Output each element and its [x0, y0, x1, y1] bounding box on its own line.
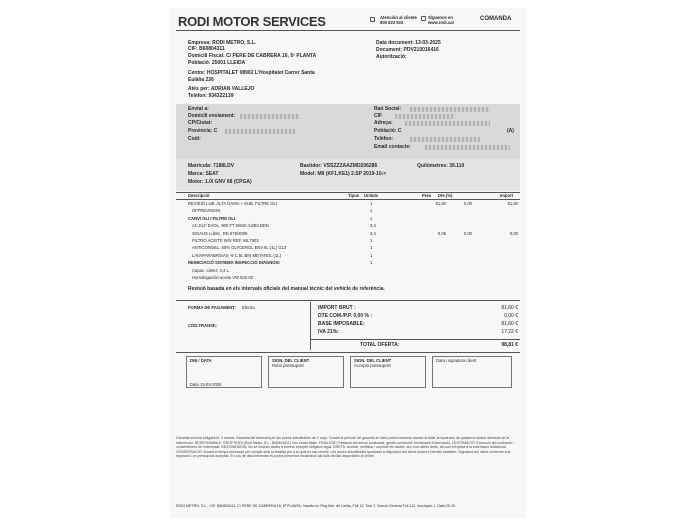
redacted-field: [405, 121, 490, 126]
client-provincia: Provincia: C: [188, 128, 218, 134]
redacted-field: [240, 114, 300, 119]
total-rule: [310, 339, 520, 340]
row-units: 1: [370, 201, 373, 206]
row-description: REINICIACIÓ SISTEMA INSPECCIÓ DIAGNOSI: [188, 260, 280, 266]
cp-ciutat: CP/Ciutat:: [188, 120, 213, 126]
row-units: 1: [370, 252, 373, 258]
quilometres: Quilòmetres: 39.110: [417, 163, 465, 169]
motor: Motor: 1.0l GNV 68 (CPGA): [188, 179, 252, 185]
redacted-field: [410, 107, 490, 112]
row-description: SIGAUS Lubric. RD 679/2006: [192, 230, 248, 236]
sig-box-3-sub: Accepto pressupost: [354, 363, 391, 368]
header-divider: [176, 30, 520, 31]
row-description: Homologación aceite VW 502.00: [192, 275, 253, 280]
contact-line-3: Síguenos en: [428, 15, 453, 20]
model: Model: MII (KF1,KE1) 2.SP 2019-10->: [300, 171, 387, 177]
centre-line-2: Eulàlia 236: [188, 77, 214, 83]
contact-line-1: Atención al cliente: [380, 15, 417, 20]
col-tipus: Tipus: [348, 193, 360, 198]
row-description: Capac. cárter: 3,4 L.: [192, 267, 230, 273]
row-units: 3,4: [370, 223, 376, 229]
client-cif: CIF: [374, 113, 383, 119]
redacted-field: [425, 145, 510, 150]
footer-company: RODI METRO, S.L., CIF: B60804311. C/ PERE DE CABRERA 16, 5ª PLANTA. Inscrita en Reg.Mer. de Lleida, Full 12, Tom 7, Secció General Full 112, Inscripció 1. Data 25-10: [176, 504, 456, 508]
sig-box-2-title: SIGN. DEL CLIENT: [272, 358, 310, 363]
adreca: Adreça:: [374, 120, 393, 126]
table-header-rule: [176, 199, 520, 200]
row-price: 81,60: [435, 201, 446, 206]
data-document: Data document: 13-03-2025: [376, 40, 441, 46]
centre: Centre: HOSPITALET 08902 L'Hospitalet Carrer Santa: [188, 70, 315, 76]
row-price: 0,05: [437, 230, 446, 236]
row-import: 81,60: [507, 201, 518, 206]
row-description: FILTRO ACEITE WIX REF. WL7503: [192, 238, 259, 243]
redacted-field: [225, 129, 295, 134]
phone-icon: [370, 17, 375, 22]
sig-box-2-sub: Rebo pressupost: [272, 363, 304, 368]
enviat-a: Enviat a:: [188, 106, 209, 112]
row-description: LAVAPARABRISAS -9 C 5L BIN METANOL (1L): [192, 252, 281, 258]
poblacio: Població: 25001 LLEIDA: [188, 60, 246, 66]
payment-divider: [310, 302, 311, 350]
web-icon: [421, 16, 426, 21]
row-import: 0,00: [509, 230, 518, 236]
col-dte: Dte.(%): [438, 193, 453, 198]
contact-line-2: 900 823 922: [380, 20, 404, 25]
dte-value: 0,00 €: [504, 313, 518, 319]
iva-label: IVA 21%:: [318, 329, 339, 335]
sig-box-1-date: Data 13-03-2025: [190, 382, 222, 387]
domicili-enviament: Domicili enviament:: [188, 113, 236, 119]
base-value: 81,60 €: [501, 321, 518, 327]
row-description: OFFREVISION: [192, 208, 221, 214]
legal-fine-print: Garantia mínima obligatòria: 3 mesos. Garantia del fabricant per les peces substituïdes de 2 anys. Durant el període de garantia el client podrà reclamar davant el taller la reparació de qualsevol avaria derivada de la intervenció. RESPONSABLE: GRUP RODI (Rodi Metro, S.L., B60804311) i les seves filials. FINALITAT: Prestació del servei contractat, gestió comercial i enviament d'informació. LEGITIMACIÓ: Execució del contracte i consentiment de l'interessat. DESTINATARIS: No se cediran dades a tercers excepte obligació legal. DRETS: Accedir, rectificar i suprimir les dades, així com altres drets, tal com s'explica a la informació addicional. CONSERVACIÓ: Durant el temps necessari per complir amb la finalitat per a la qual es van recollir. Les peces substituïdes quedaran a disposició del client durant el termini establert. Signatura del client conforme a la reparació i al pressupost acceptat. En cas de disconformitat es podrà presentar reclamació als fulls oficials disponibles al centre.: [176, 436, 514, 459]
client-codi: Codi:: [188, 136, 201, 142]
cod-transf-label: COD.TRANSF.:: [188, 323, 218, 328]
cif: CIF: B60804311: [188, 46, 225, 52]
brut-label: IMPORT BRUT :: [318, 305, 356, 311]
document-page: [170, 8, 526, 518]
matricula: Matrícula: 7188LDV: [188, 163, 235, 169]
col-preu: Preu: [422, 193, 432, 198]
rao-social: Raó Social:: [374, 106, 402, 112]
dte-label: DTE COM./P.P. 0,00 % :: [318, 313, 373, 319]
row-dte: 0,00: [463, 230, 472, 236]
row-description: ANTICONGEL. 50% GLYCEROL ENV.5L (1L) G13: [192, 245, 287, 251]
total-value: 98,81 €: [501, 342, 518, 348]
marca: Marca: SEAT: [188, 171, 219, 177]
forma-pagament-label: FORMA DE PAGAMENT:: [188, 305, 236, 310]
row-units: 1: [370, 208, 373, 214]
client-poblacio: Població: C: [374, 128, 402, 134]
document-number: Document: PDV210016416: [376, 47, 439, 53]
forma-pagament-value: Efectiu: [242, 305, 255, 310]
base-label: BASE IMPOSABLE:: [318, 321, 365, 327]
bastidor: Bastidor: VSSZZZAAZMD206286: [300, 163, 378, 169]
row-units: 1: [370, 245, 373, 251]
row-units: 1: [370, 260, 373, 266]
sig-box-1-title: DNI / DATA: [190, 358, 212, 363]
row-units: 3,4: [370, 230, 376, 236]
document-type: COMANDA: [480, 16, 512, 22]
sig-box-3-title: SIGN. DEL CLIENT: [354, 358, 392, 363]
row-description: REVISIÓ LUB. ALTA GAMA + SUB. FILTRE OLI: [188, 201, 278, 206]
total-label: TOTAL OFERTA:: [360, 342, 400, 348]
iva-value: 17,22 €: [501, 329, 518, 335]
brut-value: 81,60 €: [501, 305, 518, 311]
col-descripcio: Descripció: [188, 193, 210, 198]
redacted-field: [395, 114, 455, 119]
totals-top-rule: [176, 300, 520, 301]
row-dte: 0,00: [463, 201, 472, 206]
provincia-code: (A): [507, 128, 514, 134]
sig-box-4-title: Data i signatura client: [436, 358, 477, 363]
domicili-fiscal: Domicili Fiscal: C/ PERE DE CABRERA 16, 5ª PLANTA: [188, 53, 317, 59]
empresa: Empresa: RODI METRO, S.L.: [188, 40, 257, 46]
company-logo: RODI MOTOR SERVICES: [178, 14, 326, 29]
atesa-per: Atès per: ADRIAN VALLEJO: [188, 86, 255, 92]
redacted-field: [410, 137, 480, 142]
contact-line-4: www.rodi.cat: [428, 20, 454, 25]
row-units: 1: [370, 215, 373, 221]
totals-bottom-rule: [176, 352, 520, 353]
row-description: AC.ELF EVOL. 900 FT 5W40 A3/B4 BDN: [192, 223, 269, 229]
col-import: Import: [500, 193, 514, 198]
client-telefon: Telèfon:: [374, 136, 394, 142]
col-unitats: Unitats: [364, 193, 379, 198]
email-contacte: Email contacte:: [374, 144, 411, 150]
row-description: CANVI OLI I FILTRE OLI: [188, 215, 236, 221]
autoritzacio: Autorització:: [376, 54, 407, 60]
revisio-note: Revisió basada en els intervals oficials del manual tècnic del vehicle de referència.: [188, 286, 385, 292]
company-telefon: Telèfon: 934322139: [188, 93, 234, 99]
row-units: 1: [370, 238, 373, 243]
